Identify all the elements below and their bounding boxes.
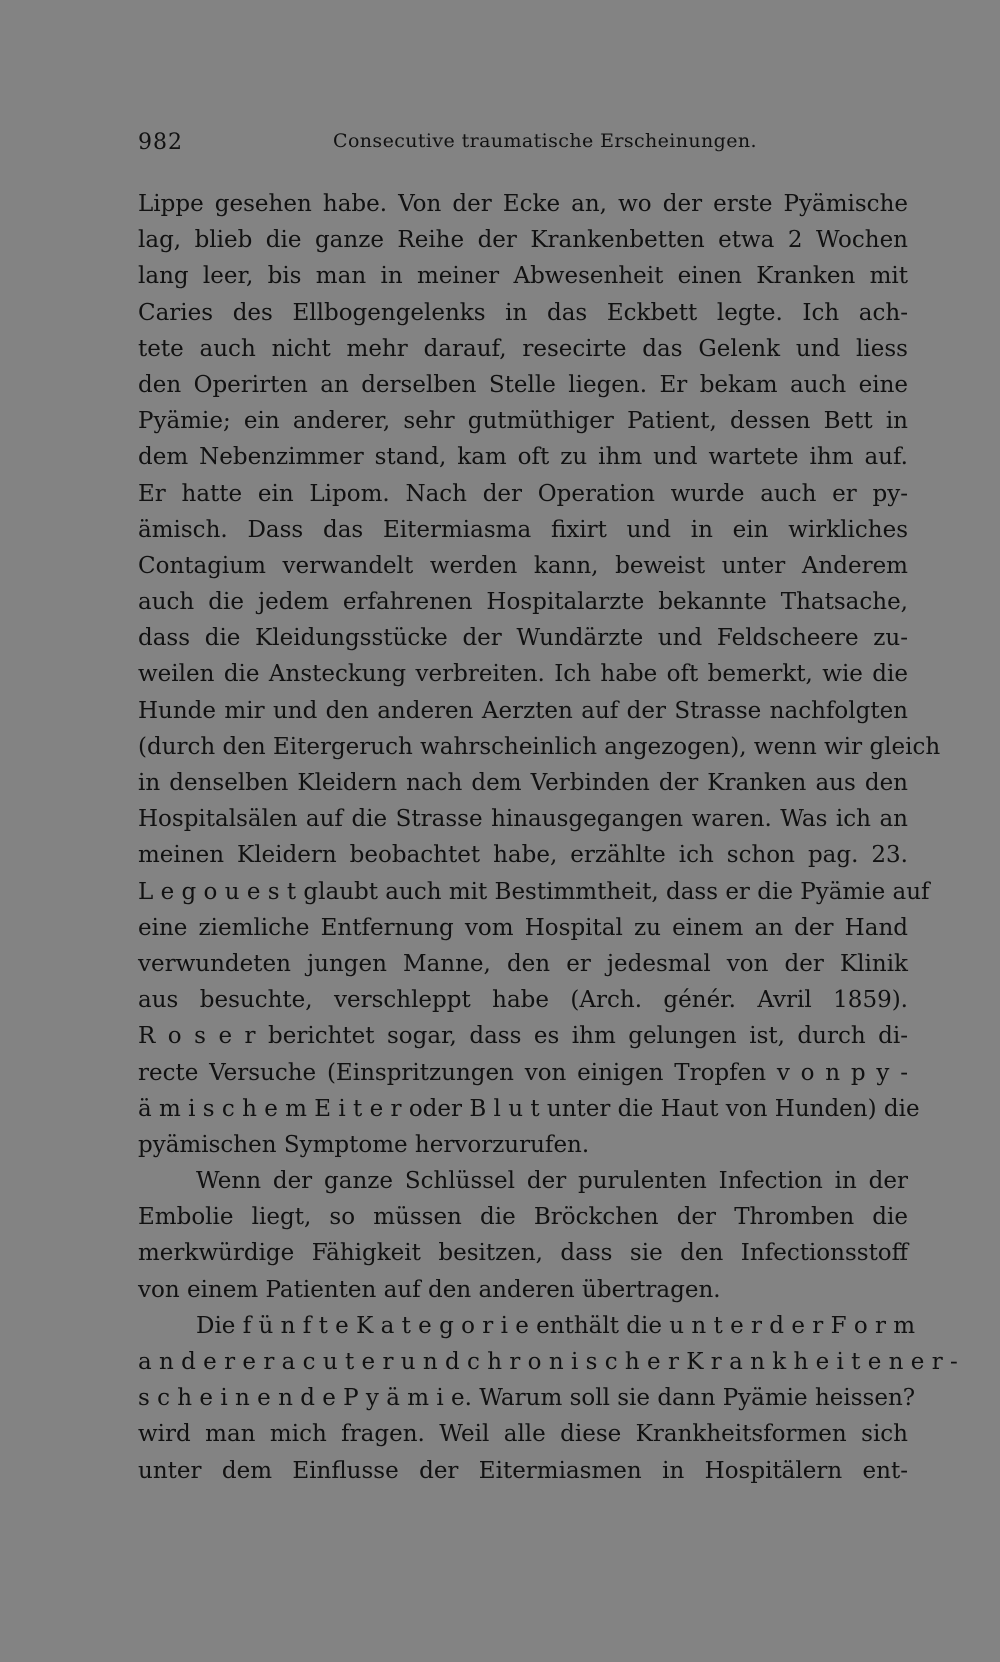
text-line: Lippe gesehen habe. Von der Ecke an, wo der erste Pyämische xyxy=(138,191,908,217)
page-header xyxy=(138,130,766,162)
text-line: unter dem Einflusse der Eitermiasmen in Hospitälern ent- xyxy=(138,1457,908,1484)
text-line: weilen die Ansteckung verbreiten. Ich habe oft bemerkt, wie die xyxy=(138,661,908,688)
paragraph-3 xyxy=(138,1308,958,1489)
text-line: Hunde mir und den anderen Aerzten auf der Strasse nachfolgten xyxy=(138,697,908,724)
text-line: Er hatte ein Lipom. Nach der Operation wurde auch er py- xyxy=(138,480,908,507)
page-number: 982 xyxy=(138,130,183,155)
text-line: Pyämie; ein anderer, sehr gutmüthiger Patient, dessen Bett in xyxy=(138,408,908,435)
text-line: Hospitalsälen auf die Strasse hinausgegangen waren. Was ich an xyxy=(138,806,908,833)
paragraph-1 xyxy=(138,186,941,1163)
text-line: ä m i s c h e m E i t e r oder B l u t unter die Haut von Hunden) die xyxy=(138,1095,920,1122)
text-line: L e g o u e s t glaubt auch mit Bestimmtheit, dass er die Pyämie auf xyxy=(138,878,930,905)
text-line: den Operirten an derselben Stelle liegen. Er bekam auch eine xyxy=(138,371,908,398)
text-line: Embolie liegt, so müssen die Bröckchen der Thromben die xyxy=(138,1204,908,1231)
text-line: eine ziemliche Entfernung vom Hospital zu einem an der Hand xyxy=(138,914,908,941)
text-line: lang leer, bis man in meiner Abwesenheit einen Kranken mit xyxy=(138,263,908,290)
text-line: s c h e i n e n d e P y ä m i e. Warum soll sie dann Pyämie heissen? xyxy=(138,1385,916,1412)
text-line: dass die Kleidungsstücke der Wundärzte und Feldscheere zu- xyxy=(138,625,908,652)
body-text xyxy=(138,186,958,1489)
text-line: aus besuchte, verschleppt habe (Arch. génér. Avril 1859). xyxy=(138,987,908,1014)
text-line: dem Nebenzimmer stand, kam oft zu ihm und wartete ihm auf. xyxy=(138,444,908,471)
text-line: pyämischen Symptome hervorzurufen. xyxy=(138,1131,590,1158)
text-line: meinen Kleidern beobachtet habe, erzählte ich schon pag. 23. xyxy=(138,842,908,869)
text-line: ämisch. Dass das Eitermiasma fixirt und in ein wirkliches xyxy=(138,516,908,543)
paragraph-2 xyxy=(138,1163,908,1308)
text-line: merkwürdige Fähigkeit besitzen, dass sie den Infectionsstoff xyxy=(138,1240,908,1267)
text-line: Contagium verwandelt werden kann, beweist unter Anderem xyxy=(138,552,908,579)
text-line: auch die jedem erfahrenen Hospitalarzte bekannte Thatsache, xyxy=(138,589,908,616)
text-line: (durch den Eitergeruch wahrscheinlich angezogen), wenn wir gleich xyxy=(138,733,941,760)
text-line: von einem Patienten auf den anderen übertragen. xyxy=(138,1276,721,1303)
text-line: Wenn der ganze Schlüssel der purulenten Infection in der xyxy=(196,1168,908,1195)
text-line: R o s e r berichtet sogar, dass es ihm gelungen ist, durch di- xyxy=(138,1023,908,1050)
text-line: a n d e r e r a c u t e r u n d c h r o n i s c h e r K r a n k h e i t e n e r - xyxy=(138,1349,958,1375)
text-line: recte Versuche (Einspritzungen von einigen Tropfen v o n p y - xyxy=(138,1059,908,1086)
text-line: in denselben Kleidern nach dem Verbinden der Kranken aus den xyxy=(138,770,908,796)
text-line: wird man mich fragen. Weil alle diese Krankheitsformen sich xyxy=(138,1421,908,1448)
text-line: verwundeten jungen Manne, den er jedesmal von der Klinik xyxy=(138,950,908,977)
text-line: Die f ü n f t e K a t e g o r i e enthält die u n t e r d e r F o r m xyxy=(196,1312,916,1339)
text-line: lag, blieb die ganze Reihe der Krankenbetten etwa 2 Wochen xyxy=(138,227,908,254)
text-line: tete auch nicht mehr darauf, resecirte das Gelenk und liess xyxy=(138,335,908,362)
running-head: Consecutive traumatische Erscheinungen. xyxy=(333,130,757,152)
text-line: Caries des Ellbogengelenks in das Eckbett legte. Ich ach- xyxy=(138,299,908,326)
